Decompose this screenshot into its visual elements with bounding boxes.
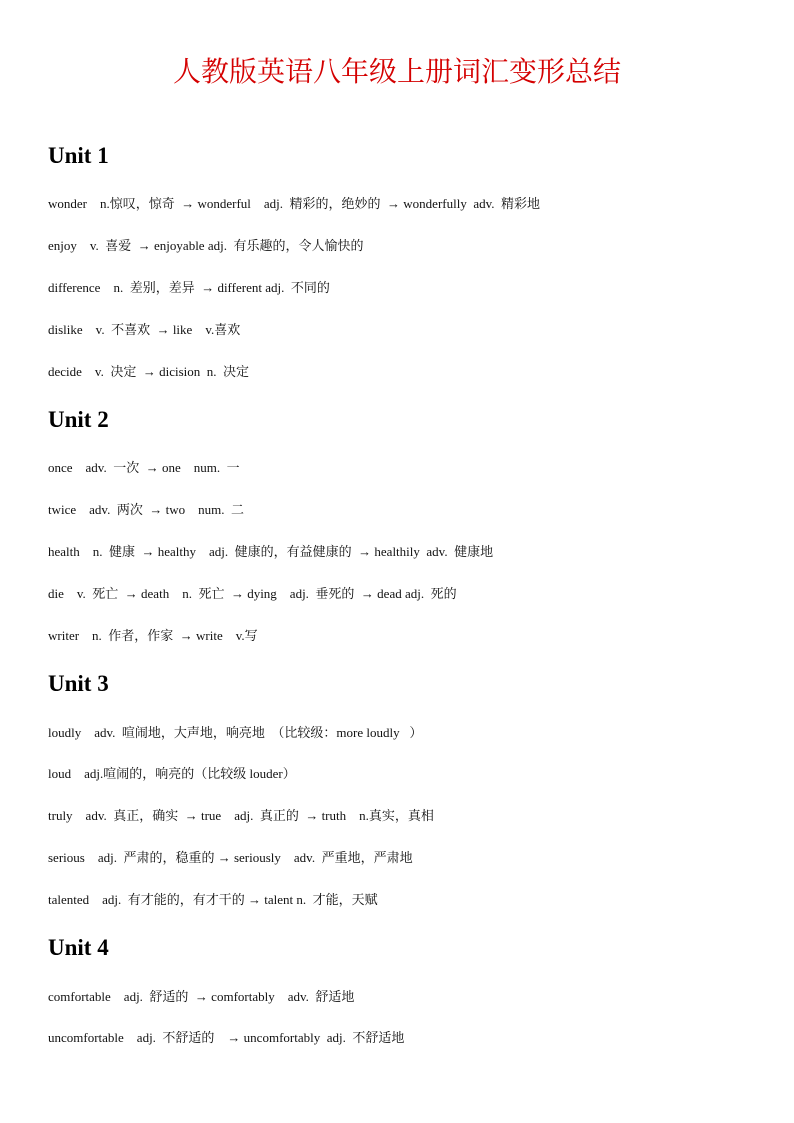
vocab-entry: difference n. 差别，差异 → different adj. 不同的 bbox=[48, 280, 330, 295]
vocab-entry: loudly adv. 喧闹地，大声地，响亮地 （比较级：more loudly ） bbox=[48, 725, 423, 740]
vocab-entry: health n. 健康 → healthy adj. 健康的，有益健康的 → healthily adv. 健康地 bbox=[48, 544, 494, 559]
unit-heading: Unit 1 bbox=[48, 143, 109, 168]
unit-heading: Unit 2 bbox=[48, 407, 109, 432]
vocab-entry: once adv. 一次 → one num. 一 bbox=[48, 460, 240, 475]
vocab-entry: loud adj.喧闹的，响亮的（比较级 louder） bbox=[48, 766, 296, 781]
unit-heading: Unit 3 bbox=[48, 671, 109, 696]
vocab-entry: enjoy v. 喜爱 → enjoyable adj. 有乐趣的，令人愉快的 bbox=[48, 238, 364, 253]
vocab-entry: decide v. 决定 → dicision n. 决定 bbox=[48, 364, 249, 379]
vocab-entry: dislike v. 不喜欢 → like v.喜欢 bbox=[48, 322, 241, 337]
vocab-entry: die v. 死亡 → death n. 死亡 → dying adj. 垂死的 → dead adj. 死的 bbox=[48, 586, 457, 601]
vocab-entry: wonder n.惊叹，惊奇 → wonderful adj. 精彩的，绝妙的 → wonderfully adv. 精彩地 bbox=[48, 196, 541, 211]
vocab-entry: truly adv. 真正，确实 → true adj. 真正的 → truth n.真实，真相 bbox=[48, 808, 434, 823]
vocab-entry: writer n. 作者，作家 → write v.写 bbox=[48, 628, 258, 643]
vocab-entry: comfortable adj. 舒适的 → comfortably adv. 舒适地 bbox=[48, 989, 355, 1004]
vocab-entry: twice adv. 两次 → two num. 二 bbox=[48, 502, 244, 517]
vocab-entry: uncomfortable adj. 不舒适的 → uncomfortably adj. 不舒适地 bbox=[48, 1030, 405, 1045]
vocab-entry: serious adj. 严肃的，稳重的 → seriously adv. 严重地，严肃地 bbox=[48, 850, 413, 865]
page-title: 人教版英语八年级上册词汇变形总结 bbox=[172, 55, 621, 88]
unit-heading: Unit 4 bbox=[48, 935, 109, 960]
vocab-entry: talented adj. 有才能的，有才干的 → talent n. 才能，天赋 bbox=[48, 892, 378, 907]
